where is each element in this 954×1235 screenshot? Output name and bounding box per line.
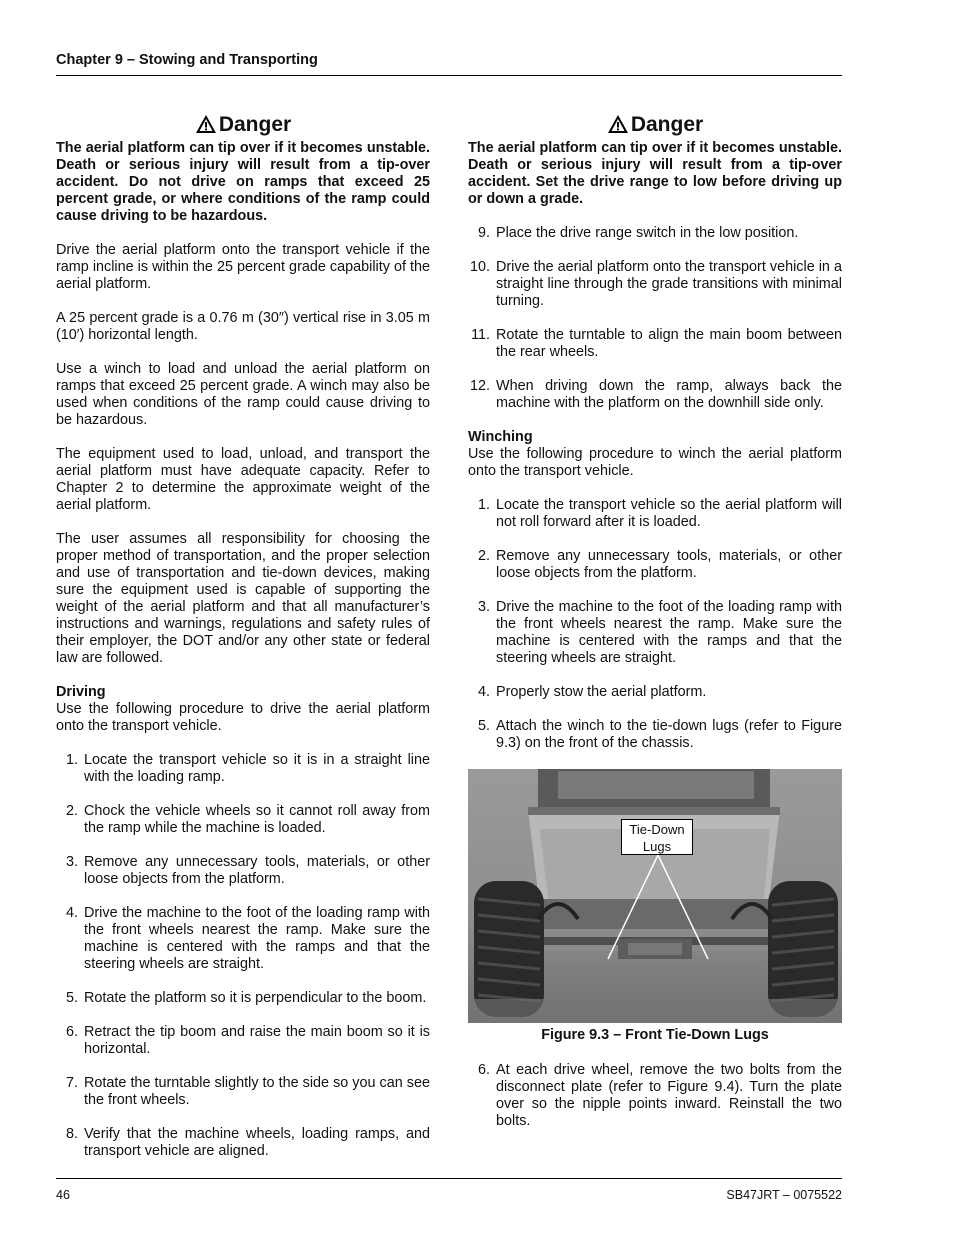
step-text: Locate the transport vehicle so it is in a straight line with the loading ramp.: [84, 752, 430, 785]
list-item: [468, 548, 842, 582]
danger-heading: [56, 112, 430, 138]
figure-caption: Figure 9.3 – Front Tie-Down Lugs: [541, 1027, 769, 1043]
list-item: [468, 599, 842, 667]
step-text: Remove any unnecessary tools, materials, or other loose objects from the platform.: [84, 854, 430, 887]
step-text: Rotate the platform so it is perpendicular to the boom.: [84, 990, 427, 1006]
document-id: SB47JRT – 0075522: [726, 1188, 842, 1202]
section-intro: Use the following procedure to drive the aerial platform onto the transport vehicle.: [56, 701, 430, 734]
winching-steps: [468, 497, 842, 752]
danger-title: Danger: [630, 113, 704, 136]
list-item: [56, 905, 430, 973]
step-text: Rotate the turntable to align the main boom between the rear wheels.: [496, 327, 842, 360]
list-item: [56, 1075, 430, 1109]
step-number: 8.: [65, 1126, 78, 1142]
list-item: [468, 327, 842, 361]
paragraph: The equipment used to load, unload, and transport the aerial platform must have adequate capacity. Refer to Chapter 2 to determine the approximate weight of the aerial platform.: [56, 446, 430, 513]
warning-icon: [607, 114, 629, 141]
driving-steps: [56, 752, 430, 1160]
list-item: [468, 684, 842, 701]
step-text: Attach the winch to the tie-down lugs (refer to Figure 9.3) on the front of the chassis.: [496, 718, 842, 751]
list-item: [468, 1062, 842, 1130]
machine-front-photo: [468, 769, 842, 1023]
list-item: [468, 259, 842, 310]
danger-text: The aerial platform can tip over if it becomes unstable. Death or serious injury will result from a tip-over accident. Do not drive on ramps that exceed 25 percent grade, or where conditions of the ramp could cause driving to be hazardous.: [56, 140, 430, 224]
step-number: 7.: [65, 1075, 78, 1091]
list-item: [56, 752, 430, 786]
page-number: 46: [56, 1188, 70, 1202]
step-text: Retract the tip boom and raise the main boom so it is horizontal.: [84, 1024, 430, 1057]
step-number: 3.: [65, 854, 78, 870]
paragraph: Use a winch to load and unload the aerial platform on ramps that exceed 25 percent grade. A winch may also be used when conditions of the ramp could cause driving to be hazardous.: [56, 361, 430, 428]
tie-down-lugs-callout: [621, 819, 693, 855]
danger-heading: [468, 112, 842, 138]
section-heading-winching: Winching: [468, 429, 533, 445]
step-number: 6.: [65, 1024, 78, 1040]
callout-line: Tie-Down: [629, 822, 685, 837]
step-number: 4.: [477, 684, 490, 700]
left-column: [56, 112, 430, 1177]
step-text: Drive the aerial platform onto the transport vehicle in a straight line through the grade transitions with minimal turning.: [496, 259, 842, 309]
step-number: 1.: [477, 497, 490, 513]
step-text: Locate the transport vehicle so the aerial platform will not roll forward after it is loaded.: [496, 497, 842, 530]
step-number: 12.: [469, 378, 490, 394]
step-number: 5.: [65, 990, 78, 1006]
figure-tie-down-lugs: [468, 769, 842, 1023]
step-text: Place the drive range switch in the low position.: [496, 225, 799, 241]
winching-steps-after: [468, 1062, 842, 1130]
driving-steps-continued: [468, 225, 842, 412]
step-text: Verify that the machine wheels, loading ramps, and transport vehicle are aligned.: [84, 1126, 430, 1159]
list-item: [56, 1024, 430, 1058]
step-text: Rotate the turntable slightly to the side so you can see the front wheels.: [84, 1075, 430, 1108]
step-number: 11.: [471, 327, 490, 343]
step-number: 2.: [477, 548, 490, 564]
step-text: Drive the machine to the foot of the loading ramp with the front wheels nearest the ramp. Make sure the machine is centered with the ramps and that the steering wheels are straight.: [84, 905, 430, 972]
step-number: 5.: [477, 718, 490, 734]
paragraph: The user assumes all responsibility for choosing the proper method of transportation, and the proper selection and use of transportation and tie-down devices, making sure the equipment used is capable of supporting the weight of the aerial platform and that all manufacturer’s instructions and warnings, regulations and safety rules of their employer, the DOT and/or any other state or federal law are followed.: [56, 531, 430, 666]
step-number: 9.: [477, 225, 490, 241]
step-text: Remove any unnecessary tools, materials, or other loose objects from the platform.: [496, 548, 842, 581]
warning-icon: [195, 114, 217, 141]
step-text: At each drive wheel, remove the two bolts from the disconnect plate (refer to Figure 9.4). Turn the plate over so the nipple points inward. Reinstall the two bolts.: [496, 1062, 842, 1129]
right-column: [468, 112, 842, 1147]
step-number: 3.: [477, 599, 490, 615]
list-item: [56, 803, 430, 837]
list-item: [468, 497, 842, 531]
paragraph: Drive the aerial platform onto the transport vehicle if the ramp incline is within the 25 percent grade capability of the aerial platform.: [56, 242, 430, 292]
footer-rule: [56, 1178, 842, 1179]
step-number: 6.: [477, 1062, 490, 1078]
danger-title: Danger: [218, 113, 292, 136]
step-text: Chock the vehicle wheels so it cannot roll away from the ramp while the machine is loaded.: [84, 803, 430, 836]
step-number: 10.: [469, 259, 490, 275]
callout-line: Lugs: [642, 839, 672, 854]
list-item: [468, 378, 842, 412]
section-heading-driving: Driving: [56, 684, 106, 700]
paragraph: A 25 percent grade is a 0.76 m (30″) vertical rise in 3.05 m (10′) horizontal length.: [56, 310, 430, 343]
list-item: [56, 1126, 430, 1160]
step-number: 4.: [65, 905, 78, 921]
list-item: [56, 990, 430, 1007]
danger-text: The aerial platform can tip over if it becomes unstable. Death or serious injury will result from a tip-over accident. Set the drive range to low before driving up or down a grade.: [468, 140, 842, 207]
list-item: [468, 718, 842, 752]
step-text: Drive the machine to the foot of the loading ramp with the front wheels nearest the ramp. Make sure the machine is centered with the ramps and that the steering wheels are straight.: [496, 599, 842, 666]
step-number: 2.: [65, 803, 78, 819]
list-item: [56, 854, 430, 888]
header-rule: [56, 75, 842, 76]
step-text: Properly stow the aerial platform.: [496, 684, 707, 700]
list-item: [468, 225, 842, 242]
step-text: When driving down the ramp, always back the machine with the platform on the downhill side only.: [496, 378, 842, 411]
step-number: 1.: [65, 752, 78, 768]
chapter-header: Chapter 9 – Stowing and Transporting: [56, 52, 318, 68]
section-intro: Use the following procedure to winch the aerial platform onto the transport vehicle.: [468, 446, 842, 479]
